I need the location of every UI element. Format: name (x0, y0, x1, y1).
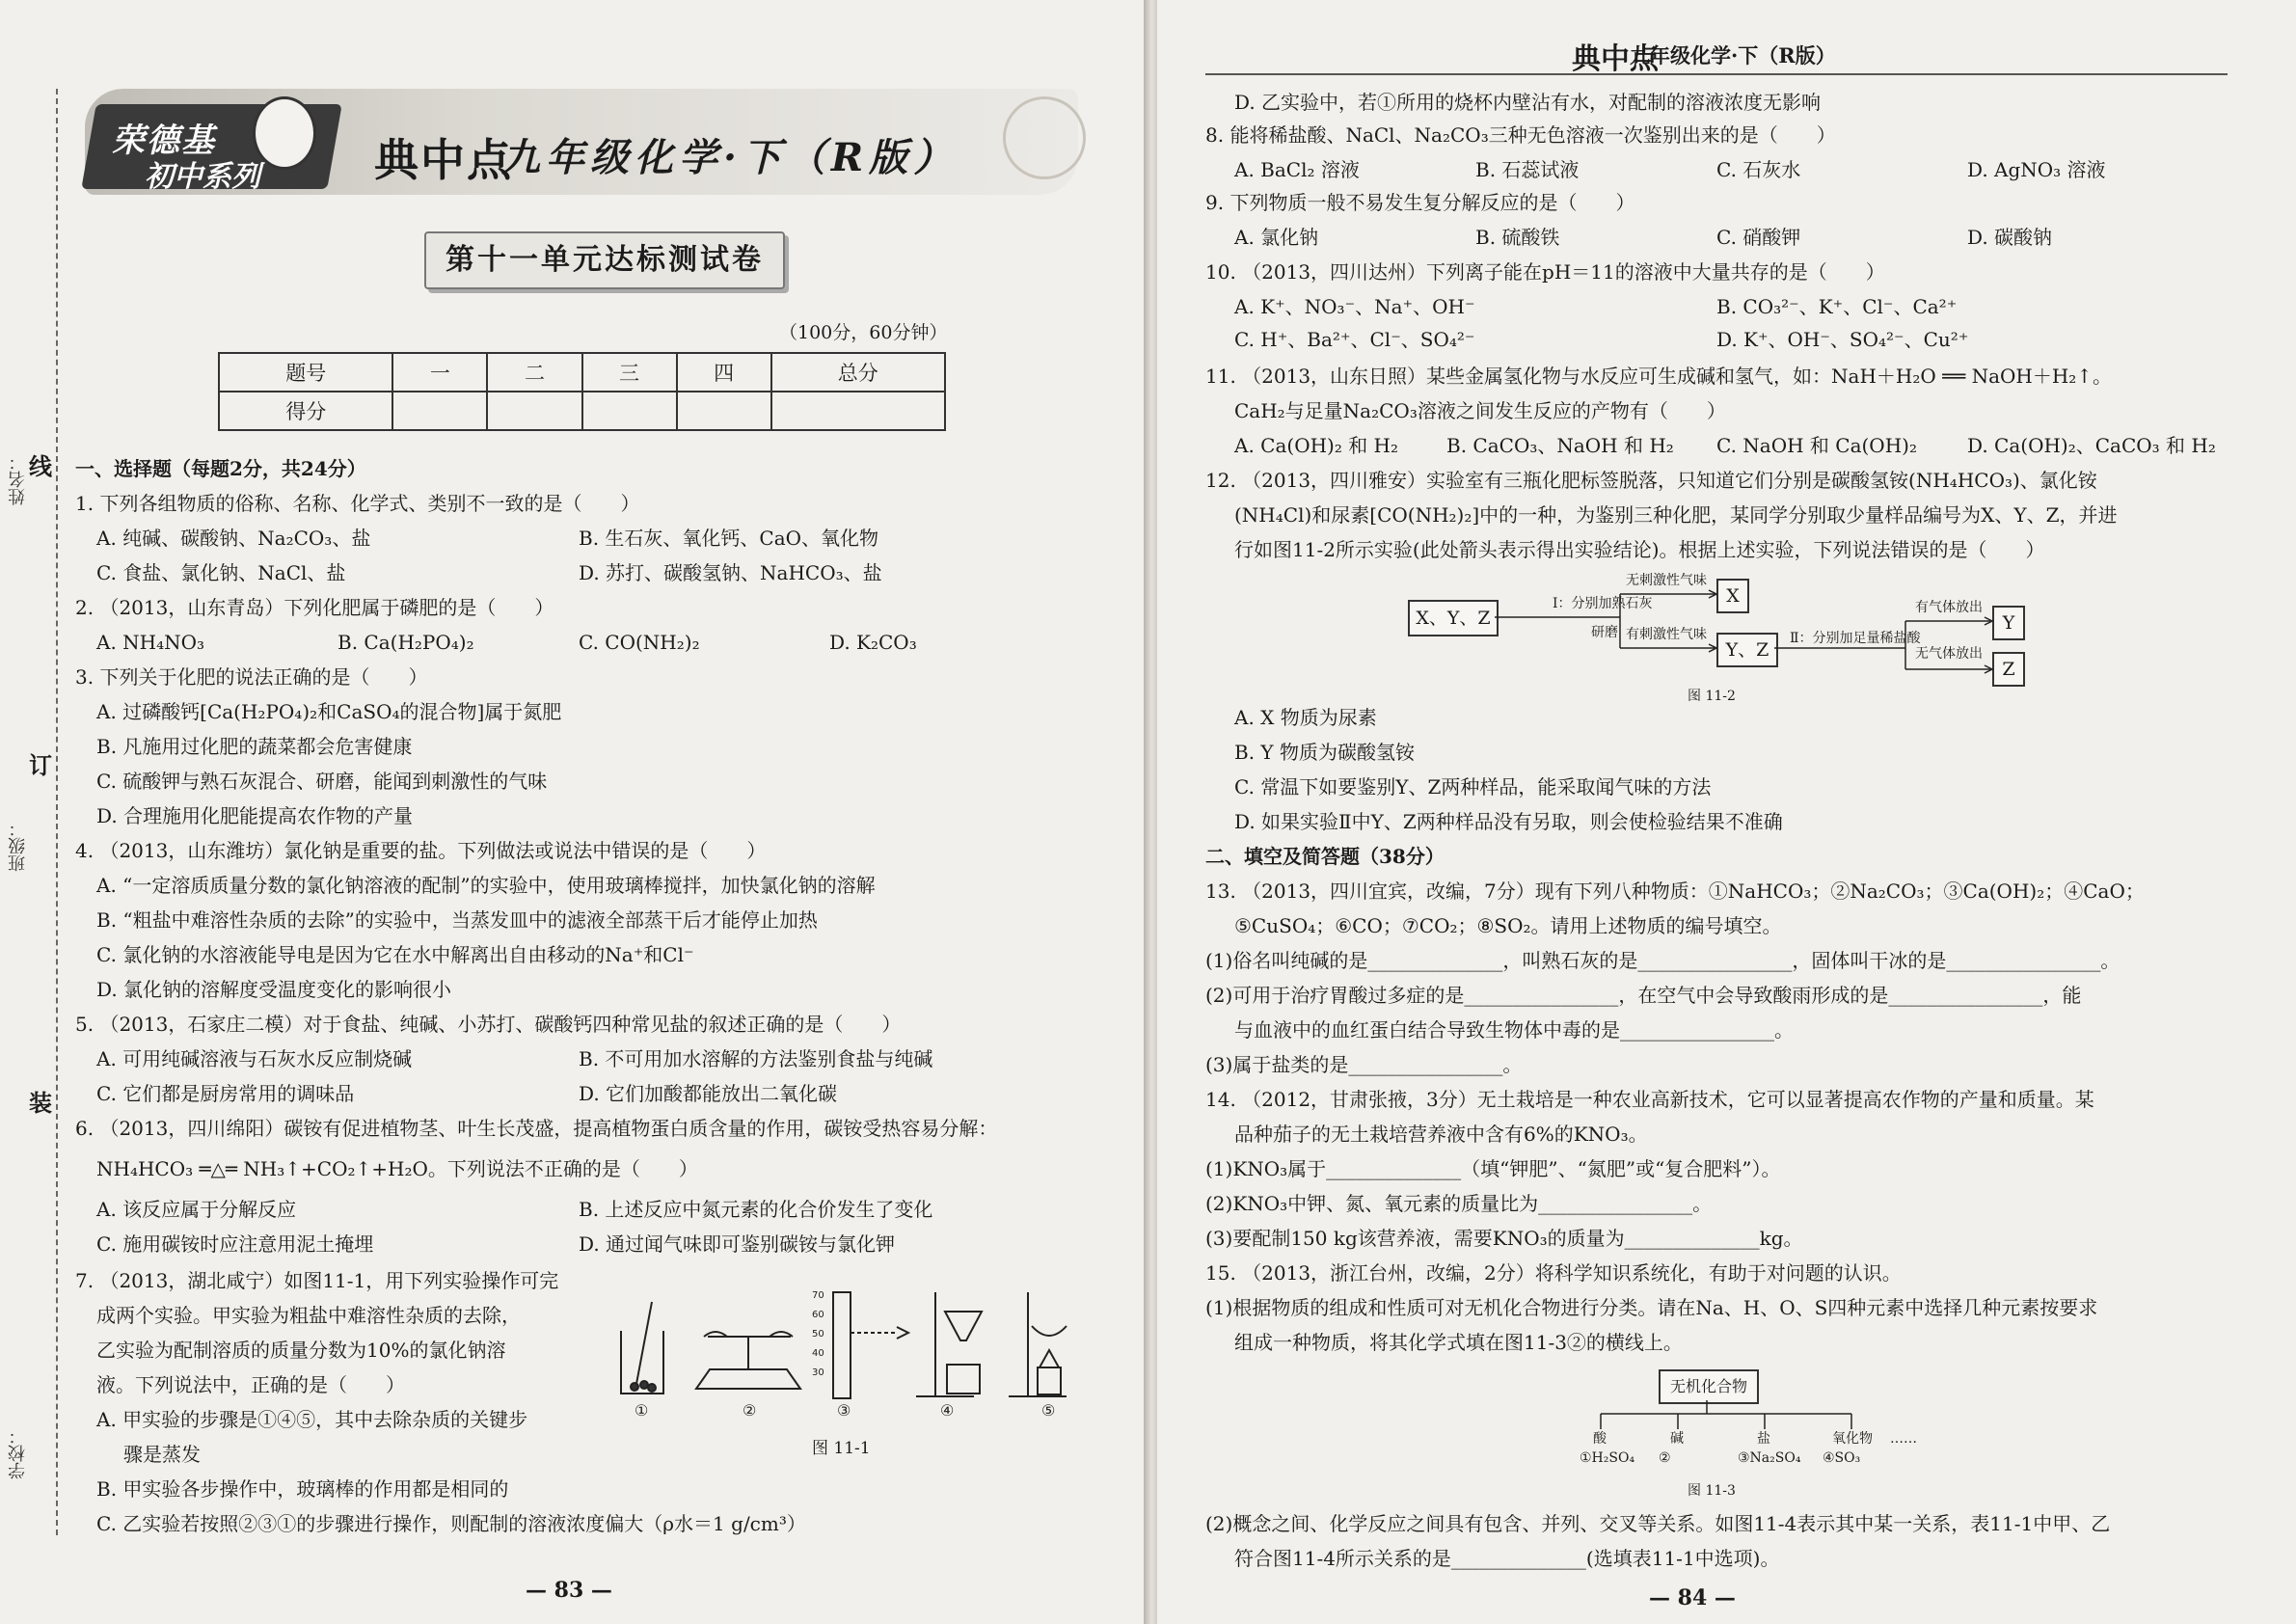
option-line: B. 上述反应中氮元素的化合价发生了变化 (579, 1198, 933, 1221)
score-table (218, 352, 946, 431)
option-line: B. 石蕊试液 (1475, 158, 1580, 181)
logo-line-1: 荣德基 (112, 122, 216, 160)
question-line: 行如图11-2所示实验(此处箭头表示得出实验结论)。根据上述实验，下列说法错误的是（ ） (1234, 538, 2045, 561)
question-line: 2. （2013，山东青岛）下列化肥属于磷肥的是（ ） (75, 596, 554, 619)
option-line: C. 食盐、氯化钠、NaCl、盐 (96, 561, 346, 584)
binding-char-zhuang: 装 (29, 1089, 52, 1117)
question-line: (2)概念之间、化学反应之间具有包含、并列、交叉等关系。如图11-4表示其中某一关系，表11-1中甲、乙 (1205, 1512, 2111, 1535)
option-line: A. 甲实验的步骤是①④⑤，其中去除杂质的关键步 (96, 1408, 528, 1431)
flow-step-label: Ⅱ：分别加足量稀盐酸 (1790, 631, 1921, 646)
question-line: 3. 下列关于化肥的说法正确的是（ ） (75, 665, 428, 689)
question-line: 14. （2012，甘肃张掖，3分）无土栽培是一种农业高新技术，它可以显著提高农作物的产量和质量。某 (1205, 1088, 2094, 1111)
fill-blank-line[interactable]: (1)KNO₃属于______________（填“钾肥”、“氮肥”或“复合肥料”）。 (1205, 1157, 1781, 1180)
flow-box-y: Y (1992, 606, 2025, 640)
logo-line-2: 初中系列 (145, 160, 260, 194)
flow-box-x: X (1716, 579, 1749, 613)
question-line: 12. （2013，四川雅安）实验室有三瓶化肥标签脱落，只知道它们分别是碳酸氢铵(NH₄HCO₃)、氯化铵 (1205, 469, 2097, 492)
page-number: — 83 — (526, 1578, 612, 1603)
figure-step-label: ② (743, 1401, 757, 1418)
flow-arrows (1495, 569, 2006, 694)
glass-rod-icon (636, 1302, 652, 1384)
question-line: 11. （2013，山东日照）某些金属氢化物与水反应可生成碱和氢气，如：NaH＋H₂O ══ NaOH＋H₂↑。 (1205, 365, 2113, 388)
flow-box-xyz: X、Y、Z (1408, 600, 1499, 636)
brand-name: 典中点 (374, 134, 513, 186)
option-line: B. CaCO₃、NaOH 和 H₂ (1446, 434, 1674, 457)
option-line: C. 它们都是厨房常用的调味品 (96, 1082, 355, 1105)
fill-blank-line[interactable]: (3)要配制150 kg该营养液，需要KNO₃的质量为______________kg。 (1205, 1227, 1803, 1250)
option-line: B. CO₃²⁻、K⁺、Cl⁻、Ca²⁺ (1716, 295, 1958, 318)
name-label: 姓名： (8, 453, 28, 505)
option-line: C. 乙实验若按照②③①的步骤进行操作，则配制的溶液浓度偏大（ρ水＝1 g/cm³） (96, 1512, 806, 1535)
binding-char-xian: 线 (29, 452, 52, 480)
flow-box-yz: Y、Z (1716, 633, 1778, 667)
score-header-cell: 题号 (219, 353, 392, 392)
option-line: A. 过磷酸钙[Ca(H₂PO₄)₂和CaSO₄的混合物]属于氮肥 (96, 700, 562, 723)
option-line: C. 常温下如要鉴别Y、Z两种样品，能采取闻气味的方法 (1234, 775, 1712, 798)
header-title: 九年级化学·下（R版） (1630, 43, 1836, 68)
option-line: D. K₂CO₃ (829, 631, 917, 654)
flow-step-label: 研磨 (1591, 625, 1618, 640)
question-line: 液。下列说法中，正确的是（ ） (96, 1373, 405, 1396)
option-line: B. “粗盐中难溶性杂质的去除”的实验中，当蒸发皿中的滤液全部蒸干后才能停止加热 (96, 908, 818, 932)
option-line: C. 硝酸钾 (1716, 226, 1801, 249)
option-line: D. 合理施用化肥能提高农作物的产量 (96, 804, 414, 827)
tree-leaf: ①H₂SO₄ (1580, 1450, 1635, 1466)
question-line: 6. （2013，四川绵阳）碳铵有促进植物茎、叶生长茂盛，提高植物蛋白质含量的作用，碳铵受热容易分解： (75, 1117, 998, 1140)
book-title: 九年级化学·下（R版） (501, 135, 959, 180)
cylinder-tick-label: 60 (812, 1310, 824, 1320)
balance-icon (696, 1369, 800, 1389)
page-number: — 84 — (1649, 1585, 1736, 1610)
score-blank-cell[interactable] (392, 392, 487, 430)
option-line: A. X 物质为尿素 (1234, 706, 1377, 729)
question-line: 13. （2013，四川宜宾，改编，7分）现有下列八种物质：①NaHCO₃；②Na₂CO₃；③Ca(OH)₂；④CaO； (1205, 880, 2145, 903)
score-blank-cell[interactable] (677, 392, 771, 430)
cylinder-tick-label: 70 (812, 1290, 824, 1301)
option-line: D. 乙实验中，若①所用的烧杯内壁沾有水，对配制的溶液浓度无影响 (1234, 91, 1822, 114)
score-header-cell: 三 (582, 353, 677, 392)
question-line: 15. （2013，浙江台州，改编，2分）将科学知识系统化，有助于对问题的认识。 (1205, 1261, 1902, 1285)
option-line: A. 可用纯碱溶液与石灰水反应制烧碱 (96, 1047, 413, 1070)
cylinder-tick-label: 40 (812, 1348, 824, 1359)
flow-result-label: 有刺激性气味 (1626, 627, 1707, 642)
score-header-cell: 一 (392, 353, 487, 392)
fill-blank-line[interactable]: 符合图11-4所示关系的是______________(选填表11-1中选项)。 (1234, 1547, 1780, 1570)
cylinder-tick-label: 30 (812, 1367, 824, 1378)
score-header-cell: 四 (677, 353, 771, 392)
section-heading: 一、选择题（每题2分，共24分） (75, 457, 366, 480)
school-label: 学校： (8, 1427, 28, 1479)
figure-caption: 图 11-1 (812, 1439, 871, 1458)
figure-step-label: ⑤ (1041, 1401, 1056, 1418)
score-row-label: 得分 (219, 392, 392, 430)
fill-blank-line[interactable]: 与血液中的血红蛋白结合导致生物体中毒的是________________。 (1234, 1018, 1794, 1042)
score-header-cell: 二 (487, 353, 581, 392)
option-line: C. 施用碳铵时应注意用泥土掩埋 (96, 1232, 374, 1256)
fill-blank-line[interactable]: (2)可用于治疗胃酸过多症的是________________，在空气中会导致酸雨形成的是________________，能 (1205, 984, 2082, 1007)
fill-blank-line[interactable]: (2)KNO₃中钾、氮、氧元素的质量比为________________。 (1205, 1192, 1713, 1215)
figure-step-label: ① (635, 1401, 649, 1418)
option-line: B. Ca(H₂PO₄)₂ (338, 631, 474, 654)
binding-dashed-line (56, 89, 58, 1535)
option-line: C. NaOH 和 Ca(OH)₂ (1716, 434, 1917, 457)
tree-root-box: 无机化合物 (1659, 1369, 1759, 1404)
question-line: (NH₄Cl)和尿素[CO(NH₂)₂]中的一种，为鉴别三种化肥，某同学分别取少量样品编号为X、Y、Z，并进 (1234, 503, 2118, 527)
tree-node-oxide: 氧化物 (1832, 1431, 1873, 1447)
option-line: B. Y 物质为碳酸氢铵 (1234, 741, 1415, 764)
question-line: 5. （2013，石家庄二模）对于食盐、纯碱、小苏打、碳酸钙四种常见盐的叙述正确的是（ ） (75, 1013, 902, 1036)
tree-node-base: 碱 (1670, 1431, 1684, 1447)
flow-result-label: 无气体放出 (1915, 646, 1983, 662)
tree-leaf: ④SO₃ (1823, 1450, 1861, 1466)
fill-blank-line[interactable]: (1)俗名叫纯碱的是______________，叫熟石灰的是________________，固体叫干冰的是________________。 (1205, 949, 2120, 972)
option-line: B. 甲实验各步操作中，玻璃棒的作用都是相同的 (96, 1477, 509, 1501)
flow-step-label: Ⅰ：分别加熟石灰 (1553, 596, 1653, 611)
option-line: C. H⁺、Ba²⁺、Cl⁻、SO₄²⁻ (1234, 328, 1475, 351)
decorative-swirl-icon (1003, 96, 1086, 179)
option-line: D. 氯化钠的溶解度受温度变化的影响很小 (96, 978, 452, 1001)
flow-result-label: 有气体放出 (1915, 600, 1983, 615)
tree-leaf: ③Na₂SO₄ (1738, 1450, 1801, 1466)
author-portrait-icon (253, 96, 316, 170)
option-line: D. 如果实验Ⅱ中Y、Z两种样品没有另取，则会使检验结果不准确 (1234, 810, 1783, 833)
question-line: 8. 能将稀盐酸、NaCl、Na₂CO₃三种无色溶液一次鉴别出来的是（ ） (1205, 123, 1836, 147)
cylinder-tick-label: 50 (812, 1329, 824, 1340)
fill-blank-line[interactable]: (3)属于盐类的是________________。 (1205, 1053, 1523, 1076)
score-time-note: （100分，60分钟） (779, 322, 948, 343)
option-line: A. NH₄NO₃ (96, 631, 205, 654)
option-line: D. Ca(OH)₂、CaCO₃ 和 H₂ (1967, 434, 2216, 457)
running-header (1205, 35, 2228, 75)
option-line: A. 纯碱、碳酸钠、Na₂CO₃、盐 (96, 527, 371, 550)
question-line: 组成一种物质，将其化学式填在图11-3②的横线上。 (1234, 1331, 1683, 1354)
question-line: ⑤CuSO₄；⑥CO；⑦CO₂；⑧SO₂。请用上述物质的编号填空。 (1234, 914, 1782, 937)
option-line: C. 石灰水 (1716, 158, 1801, 181)
tree-node-more: …… (1890, 1431, 1917, 1447)
question-line: 4. （2013，山东潍坊）氯化钠是重要的盐。下列做法或说法中错误的是（ ） (75, 839, 767, 862)
question-line: 7. （2013，湖北咸宁）如图11-1，用下列实验操作可完 (75, 1269, 559, 1292)
question-line: 品种茄子的无土栽培营养液中含有6%的KNO₃。 (1234, 1123, 1648, 1146)
page-84 (1157, 0, 2296, 1624)
option-line: A. 氯化钠 (1234, 226, 1319, 249)
option-line: B. 生石灰、氧化钙、CaO、氧化物 (579, 527, 879, 550)
question-line: 1. 下列各组物质的俗称、名称、化学式、类别不一致的是（ ） (75, 492, 640, 515)
option-line: D. 通过闻气味即可鉴别碳铵与氯化钾 (579, 1232, 896, 1256)
question-line: 10. （2013，四川达州）下列离子能在pH＝11的溶液中大量共存的是（ ） (1205, 260, 1885, 284)
option-line: D. K⁺、OH⁻、SO₄²⁻、Cu²⁺ (1716, 328, 1969, 351)
option-line: C. 氯化钠的水溶液能导电是因为它在水中解离出自由移动的Na⁺和Cl⁻ (96, 943, 694, 966)
option-line: A. “一定溶质质量分数的氯化钠溶液的配制”的实验中，使用玻璃棒搅拌，加快氯化钠的溶解 (96, 874, 876, 897)
equation-line: NH₄HCO₃ ═△═ NH₃↑+CO₂↑+H₂O。下列说法不正确的是（ ） (96, 1157, 698, 1180)
class-label: 班级： (8, 820, 28, 872)
score-blank-cell[interactable] (582, 392, 677, 430)
flow-box-z: Z (1992, 652, 2025, 687)
question-line: (1)根据物质的组成和性质可对无机化合物进行分类。请在Na、H、O、S四种元素中选择几种元素按要求 (1205, 1296, 2098, 1319)
option-line: 骤是蒸发 (123, 1443, 201, 1466)
graduated-cylinder-icon (833, 1292, 851, 1398)
option-line: D. 碳酸钠 (1967, 226, 2053, 249)
option-line: A. 该反应属于分解反应 (96, 1198, 297, 1221)
figure-11-1 (608, 1273, 1090, 1418)
option-line: D. 苏打、碳酸氢钠、NaHCO₃、盐 (579, 561, 882, 584)
option-line: A. BaCl₂ 溶液 (1234, 158, 1360, 181)
flow-result-label: 无刺激性气味 (1626, 573, 1707, 588)
binding-char-ding: 订 (29, 751, 52, 779)
score-blank-cell[interactable] (771, 392, 945, 430)
figure-caption: 图 11-3 (1688, 1483, 1736, 1499)
question-line: 9. 下列物质一般不易发生复分解反应的是（ ） (1205, 191, 1635, 214)
tree-leaf-blank[interactable]: ② (1659, 1450, 1671, 1466)
option-line: D. AgNO₃ 溶液 (1967, 158, 2106, 181)
score-blank-cell[interactable] (487, 392, 581, 430)
figure-caption: 图 11-2 (1688, 689, 1736, 704)
option-line: B. 不可用加水溶解的方法鉴别食盐与纯碱 (579, 1047, 933, 1070)
tree-node-salt: 盐 (1757, 1431, 1770, 1447)
option-line: A. Ca(OH)₂ 和 H₂ (1234, 434, 1399, 457)
question-line: 乙实验为配制溶质的质量分数为10%的氯化钠溶 (96, 1339, 506, 1362)
section-heading: 二、填空及简答题（38分） (1205, 845, 1445, 868)
option-line: C. CO(NH₂)₂ (579, 631, 700, 654)
figure-step-label: ③ (837, 1401, 851, 1418)
option-line: C. 硫酸钾与熟石灰混合、研磨，能闻到刺激性的气味 (96, 770, 548, 793)
option-line: A. K⁺、NO₃⁻、Na⁺、OH⁻ (1234, 295, 1475, 318)
unit-title: 第十一单元达标测试卷 (424, 231, 785, 289)
option-line: B. 硫酸铁 (1475, 226, 1560, 249)
question-line: 成两个实验。甲实验为粗盐中难溶性杂质的去除， (96, 1304, 521, 1327)
tree-node-acid: 酸 (1593, 1431, 1607, 1447)
option-line: B. 凡施用过化肥的蔬菜都会危害健康 (96, 735, 413, 758)
score-header-cell: 总分 (771, 353, 945, 392)
figure-step-label: ④ (940, 1401, 955, 1418)
question-line: CaH₂与足量Na₂CO₃溶液之间发生反应的产物有（ ） (1234, 399, 1726, 422)
header-brand: 典中点 (1572, 42, 1659, 76)
option-line: D. 它们加酸都能放出二氧化碳 (579, 1082, 838, 1105)
